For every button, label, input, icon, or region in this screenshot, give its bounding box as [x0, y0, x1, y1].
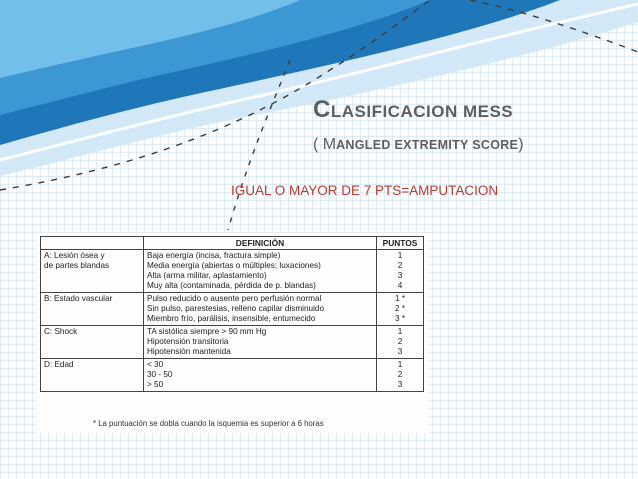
points-cell — [377, 326, 424, 359]
mess-score-table — [40, 236, 424, 392]
mess-table-image — [36, 233, 429, 433]
header-definition: DEFINICIÓN — [144, 237, 377, 250]
title-first-letter: C — [313, 96, 331, 123]
points-value: 3 — [397, 380, 403, 389]
definition-line: Alta (arma militar, aplastamiento) — [147, 271, 267, 280]
amputation-threshold-text: IGUAL O MAYOR DE 7 PTS=AMPUTACION — [231, 183, 499, 198]
slide-subtitle — [313, 136, 524, 154]
group-name-line: A: Lesión ósea y — [44, 251, 105, 260]
points-value: 2 — [397, 370, 403, 379]
definition-line: Sin pulso, parestesias, relleno capilar disminuido — [147, 304, 325, 313]
table-row-a — [41, 250, 424, 293]
points-value: 2 — [397, 261, 403, 270]
points-value: 3 — [397, 271, 403, 280]
group-name-cell — [41, 293, 144, 326]
points-cell — [377, 293, 424, 326]
table-row-c — [41, 326, 424, 359]
group-name-cell — [41, 250, 144, 293]
group-name-cell — [41, 359, 144, 392]
definition-line: < 30 — [147, 360, 164, 369]
points-cell — [377, 250, 424, 293]
subtitle-text: ANGLED EXTREMITY SCORE — [336, 138, 519, 152]
table-footnote: * La puntuación se dobla cuando la isquemia es superior a 6 horas — [93, 419, 324, 428]
points-value: 3 * — [394, 314, 405, 323]
header-group-cell — [41, 237, 144, 250]
definition-line: Pulso reducido o ausente pero perfusión normal — [147, 294, 322, 303]
table-row-d — [41, 359, 424, 392]
definition-line: 30 - 50 — [147, 370, 173, 379]
definition-line: Media energía (abiertas o múltiples; luxaciones) — [147, 261, 321, 270]
group-name-line: C: Shock — [44, 327, 78, 336]
definition-line: TA sistólica siempre > 90 mm Hg — [147, 327, 267, 336]
definition-line: Baja energía (incisa, fractura simple) — [147, 251, 281, 260]
definition-line: Muy alta (contaminada, pérdida de p. blandas) — [147, 281, 316, 290]
points-cell — [377, 359, 424, 392]
slide-title — [313, 96, 513, 124]
subtitle-first-letter: M — [322, 136, 337, 153]
table-header-row — [41, 237, 424, 250]
header-points: PUNTOS — [377, 237, 424, 250]
definition-line: > 50 — [147, 380, 164, 389]
definitions-cell — [144, 250, 377, 293]
points-value: 1 * — [394, 294, 405, 303]
points-value: 2 — [397, 337, 403, 346]
points-value: 4 — [397, 281, 403, 290]
definitions-cell — [144, 293, 377, 326]
points-value: 1 — [397, 360, 403, 369]
group-name-line: D: Edad — [44, 360, 74, 369]
points-value: 1 — [397, 327, 403, 336]
definition-line: Miembro frío, parálisis, insensible, entumecido — [147, 314, 316, 323]
group-name-cell — [41, 326, 144, 359]
group-name-line: de partes blandas — [44, 261, 110, 270]
group-name-line: B: Estado vascular — [44, 294, 113, 303]
definitions-cell — [144, 326, 377, 359]
points-value: 2 * — [394, 304, 405, 313]
points-value: 1 — [397, 251, 403, 260]
title-rest: LASIFICACION MESS — [330, 102, 514, 121]
subtitle-close-paren: ) — [518, 136, 524, 153]
points-value: 3 — [397, 347, 403, 356]
subtitle-open-paren: ( — [313, 136, 323, 153]
definition-line: Hipotensión transitoria — [147, 337, 229, 346]
definition-line: Hipotensión mantenida — [147, 347, 231, 356]
definitions-cell — [144, 359, 377, 392]
table-row-b — [41, 293, 424, 326]
